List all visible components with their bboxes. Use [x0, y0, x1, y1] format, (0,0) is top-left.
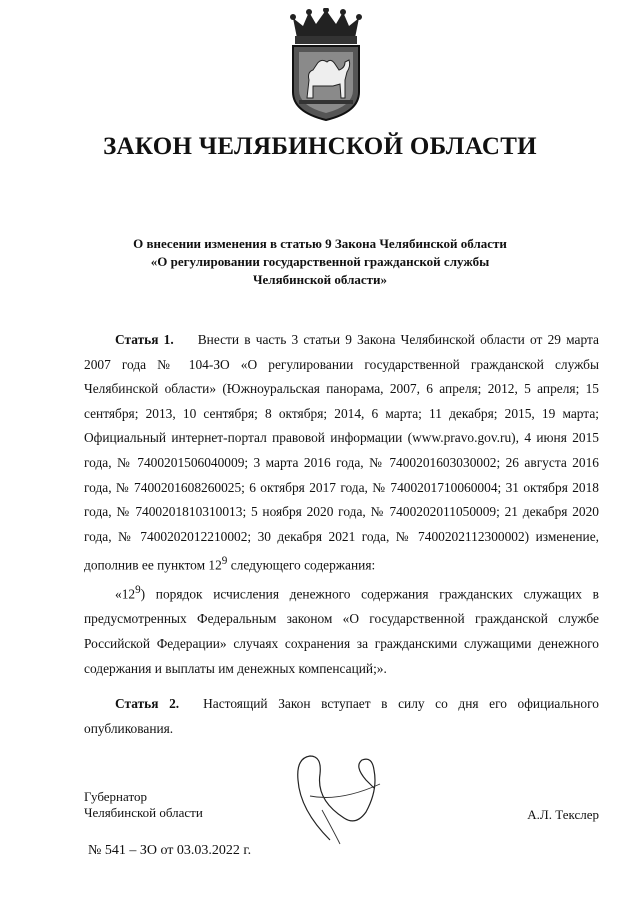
signer-title	[84, 789, 203, 821]
law-title: ЗАКОН ЧЕЛЯБИНСКОЙ ОБЛАСТИ	[103, 133, 537, 160]
article-1-text-after: следующего содержания:	[227, 557, 376, 573]
subtitle-line: «О регулировании государственной гражданской службы	[150, 254, 490, 269]
quote-superscript: 9	[135, 584, 141, 597]
coat-of-arms-emblem	[283, 8, 369, 122]
signature-block	[84, 789, 599, 839]
law-subtitle	[60, 235, 580, 289]
quote-text: ) порядок исчисления денежного содержания гражданских служащих в предусмотренных Федеральным законом «О государственной гражданской службе Российской Федерации» случаях сохранения за гражданскими служащими денежного содержания и выплаты им денежных компенсаций;».	[84, 586, 599, 676]
article-2	[84, 692, 599, 741]
subtitle-line: Челябинской области»	[252, 272, 388, 287]
article-1-label: Статья 1.	[115, 332, 174, 347]
law-number: № 541 – ЗО от 03.03.2022 г.	[88, 843, 252, 858]
article-2-label: Статья 2.	[115, 696, 180, 711]
article-1-quote	[84, 578, 599, 681]
article-1-paragraph	[84, 328, 599, 578]
signer-name: А.Л. Текслер	[527, 807, 599, 822]
signer-title-line2: Челябинской области	[84, 805, 203, 820]
subtitle-line: О внесении изменения в статью 9 Закона Челябинской области	[133, 236, 507, 251]
article-1-text: Внести в часть 3 статьи 9 Закона Челябинской области от 29 марта 2007 года № 104-ЗО «О регулировании государственной гражданской службы Челябинской области» (Южноуральская панорама, 2007, 6 апреля; 2012, 5 апреля; 15 сентября; 2013, 10 сентября; 8 октября; 2014, 6 марта; 11 декабря; 2015, 19 марта; Официальный интернет-портал правовой информации (www.pravo.gov.ru), 4 июня 2015 года, № 7400201506040009; 3 марта 2016 года, № 7400201603030002; 26 августа 2016 года, № 7400201608260025; 6 октября 2017 года, № 7400201710060004; 31 октября 2018 года, № 7400201810310013; 5 ноября 2020 года, № 7400202011050009; 21 декабря 2020 года, № 7400202012210002; 30 декабря 2021 года, № 7400202112300002) изменение, дополнив ее пунктом 12	[84, 332, 599, 573]
point-superscript: 9	[221, 555, 228, 568]
article-2-text: Настоящий Закон вступает в силу со дня его официального опубликования.	[84, 696, 599, 736]
quote-open: «12	[115, 586, 136, 602]
signer-title-line1: Губернатор	[84, 789, 147, 804]
crown-icon	[290, 8, 362, 44]
article-2-paragraph	[84, 692, 599, 741]
article-1	[84, 328, 599, 681]
